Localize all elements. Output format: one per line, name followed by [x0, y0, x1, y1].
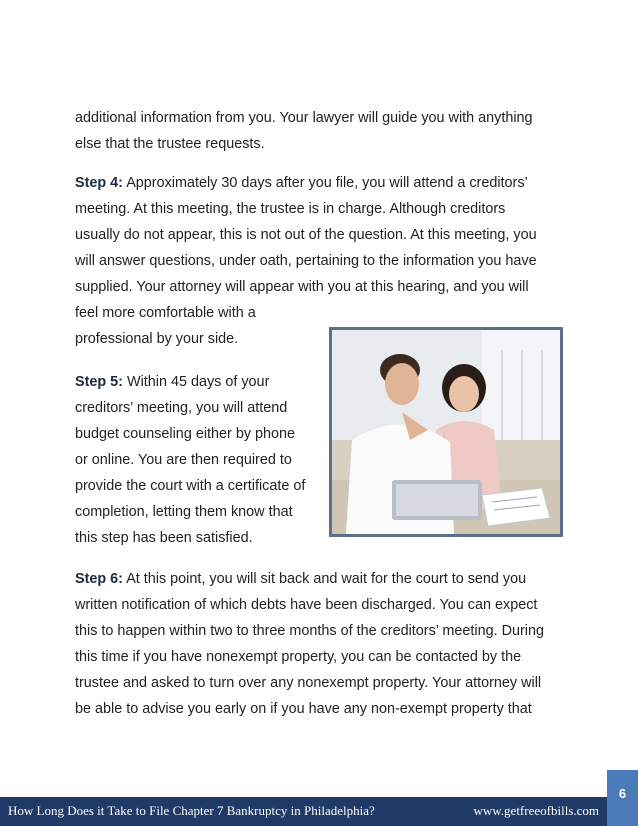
text-line: supplied. Your attorney will appear with you at this hearing, and you will	[75, 279, 529, 295]
text-line: this step has been satisfied.	[75, 530, 253, 546]
text-line: Within 45 days of your	[122, 374, 270, 390]
text-line: or online. You are then required to	[75, 452, 292, 468]
paragraph-continuation	[75, 105, 575, 157]
step-5-label: Step 5:	[75, 374, 123, 390]
footer-title: How Long Does it Take to File Chapter 7 Bankruptcy in Philadelphia?	[8, 803, 375, 818]
couple-illustration	[332, 330, 560, 534]
text-line: trustee and asked to turn over any nonexempt property. Your attorney will	[75, 675, 542, 691]
text-line: meeting. At this meeting, the trustee is in charge. Although creditors	[75, 201, 506, 217]
text-line: this time if you have nonexempt property, you can be contacted by the	[75, 649, 522, 665]
step-4-paragraph	[75, 170, 575, 352]
step-4-label: Step 4:	[75, 175, 123, 191]
page-number: 6	[618, 786, 627, 801]
text-line: creditors’ meeting, you will attend	[75, 400, 288, 416]
step-6-paragraph	[75, 566, 575, 722]
step-5-paragraph	[75, 369, 325, 551]
footer-bar	[0, 797, 607, 826]
text-line: provide the court with a certificate of	[75, 478, 306, 494]
text-line: be able to advise you early on if you have any non-exempt property that	[75, 701, 532, 717]
text-line: will answer questions, under oath, pertaining to the information you have	[75, 253, 537, 269]
text-line: Approximately 30 days after you file, you will attend a creditors’	[122, 175, 528, 191]
text-line: additional information from you. Your lawyer will guide you with anything	[75, 110, 533, 126]
text-line: At this point, you will sit back and wait for the court to send you	[122, 571, 527, 587]
page-number-box	[607, 770, 638, 826]
text-line: written notification of which debts have been discharged. You can expect	[75, 597, 538, 613]
text-line: budget counseling either by phone	[75, 426, 296, 442]
text-line: professional by your side.	[75, 331, 239, 347]
text-line: else that the trustee requests.	[75, 136, 265, 152]
text-line: feel more comfortable with a	[75, 305, 256, 321]
footer-url[interactable]: www.getfreeofbills.com	[473, 803, 599, 818]
text-line: usually do not appear, this is not out of the question. At this meeting, you	[75, 227, 537, 243]
text-line: this to happen within two to three months of the creditors’ meeting. During	[75, 623, 545, 639]
step-6-label: Step 6:	[75, 571, 123, 587]
couple-photo	[329, 327, 563, 537]
text-line: completion, letting them know that	[75, 504, 293, 520]
